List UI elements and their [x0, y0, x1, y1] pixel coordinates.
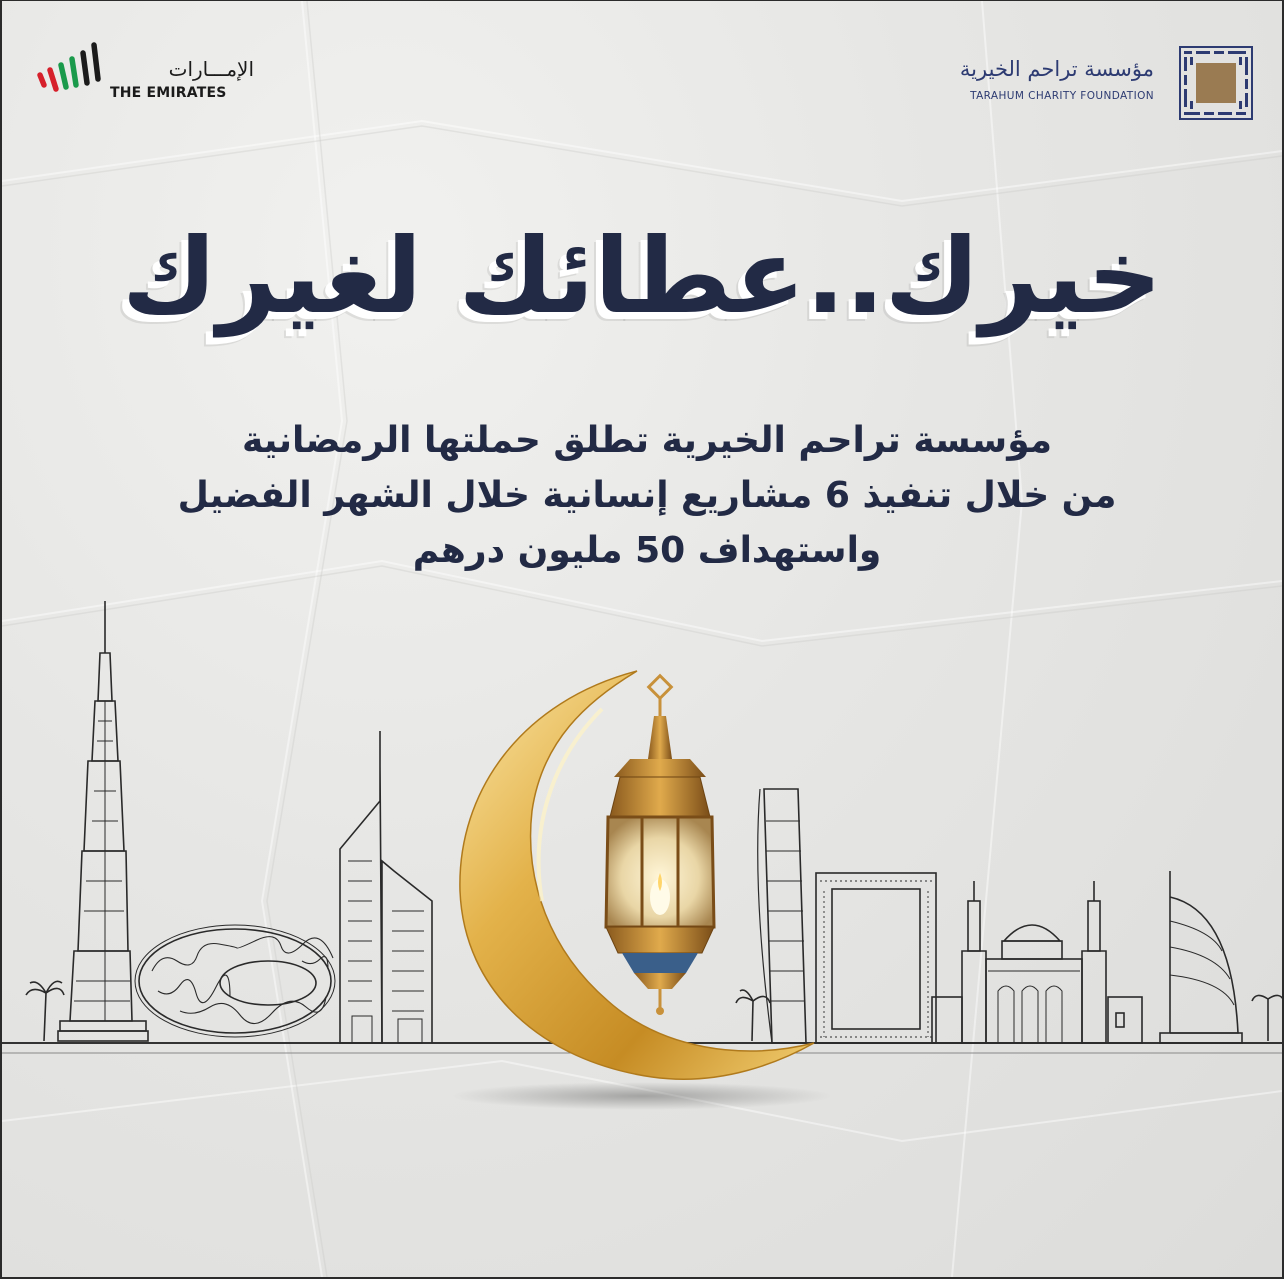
- emirates-name-english: THE EMIRATES: [110, 85, 227, 101]
- campaign-description: [122, 413, 1172, 578]
- emirates-name-arabic: الإمـــارات: [168, 57, 254, 81]
- mosque-drawing: [932, 881, 1142, 1043]
- tarahum-foundation-logo: [934, 41, 1254, 121]
- twisted-tower-drawing: [758, 789, 806, 1043]
- tarahum-emblem-icon: [1178, 45, 1254, 121]
- emirates-towers-drawing: [340, 731, 432, 1043]
- campaign-headline: خيرك..عطائك لغيرك: [121, 215, 1163, 337]
- tarahum-name-arabic: مؤسسة تراحم الخيرية: [959, 57, 1154, 81]
- campaign-poster: [2, 1, 1282, 1277]
- the-emirates-logo: [32, 39, 254, 109]
- description-line: واستهداف 50 مليون درهم: [412, 530, 882, 571]
- tarahum-name-english: TARAHUM CHARITY FOUNDATION: [970, 90, 1154, 102]
- description-line: مؤسسة تراحم الخيرية تطلق حملتها الرمضانية: [241, 420, 1053, 461]
- palm-tree-drawing: [736, 990, 770, 1041]
- uae-flag-mark-icon: [32, 39, 108, 101]
- burj-khalifa-drawing: [58, 601, 148, 1041]
- burj-al-arab-drawing: [1160, 871, 1242, 1043]
- ramadan-lantern: [606, 676, 714, 1015]
- museum-of-the-future-drawing: [135, 925, 335, 1037]
- palm-tree-drawing: [1252, 995, 1282, 1041]
- description-line: من خلال تنفيذ 6 مشاريع إنسانية خلال الشهر الفضيل: [177, 475, 1117, 516]
- uae-skyline-illustration: [2, 591, 1282, 1131]
- dubai-frame-drawing: [816, 873, 936, 1043]
